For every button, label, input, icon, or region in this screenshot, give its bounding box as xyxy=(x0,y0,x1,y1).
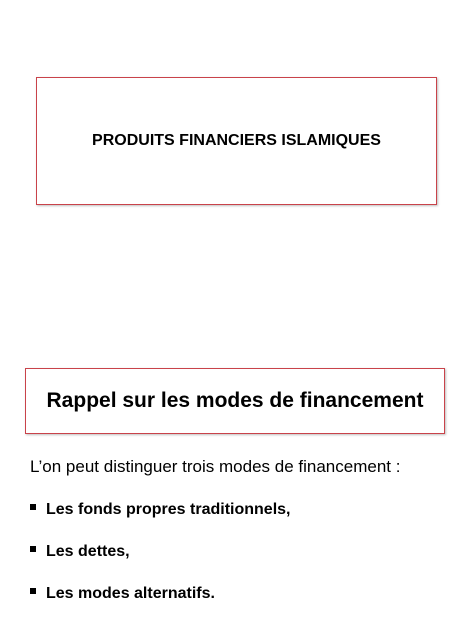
list-item-text: Les fonds propres traditionnels, xyxy=(46,501,291,518)
list-item xyxy=(30,496,290,524)
square-bullet-icon xyxy=(30,588,36,594)
square-bullet-icon xyxy=(30,546,36,552)
square-bullet-icon xyxy=(30,504,36,510)
section-heading-frame xyxy=(25,368,445,434)
slide-title: PRODUITS FINANCIERS ISLAMIQUES xyxy=(92,132,381,149)
list-item xyxy=(30,580,290,608)
list-item xyxy=(30,538,290,566)
intro-text: L’on peut distinguer trois modes de financement : xyxy=(30,457,401,476)
financing-modes-list xyxy=(30,496,290,622)
section-heading: Rappel sur les modes de financement xyxy=(46,389,424,412)
list-item-text: Les dettes, xyxy=(46,543,130,560)
title-slide-frame xyxy=(36,77,437,205)
list-item-text: Les modes alternatifs. xyxy=(46,585,215,602)
